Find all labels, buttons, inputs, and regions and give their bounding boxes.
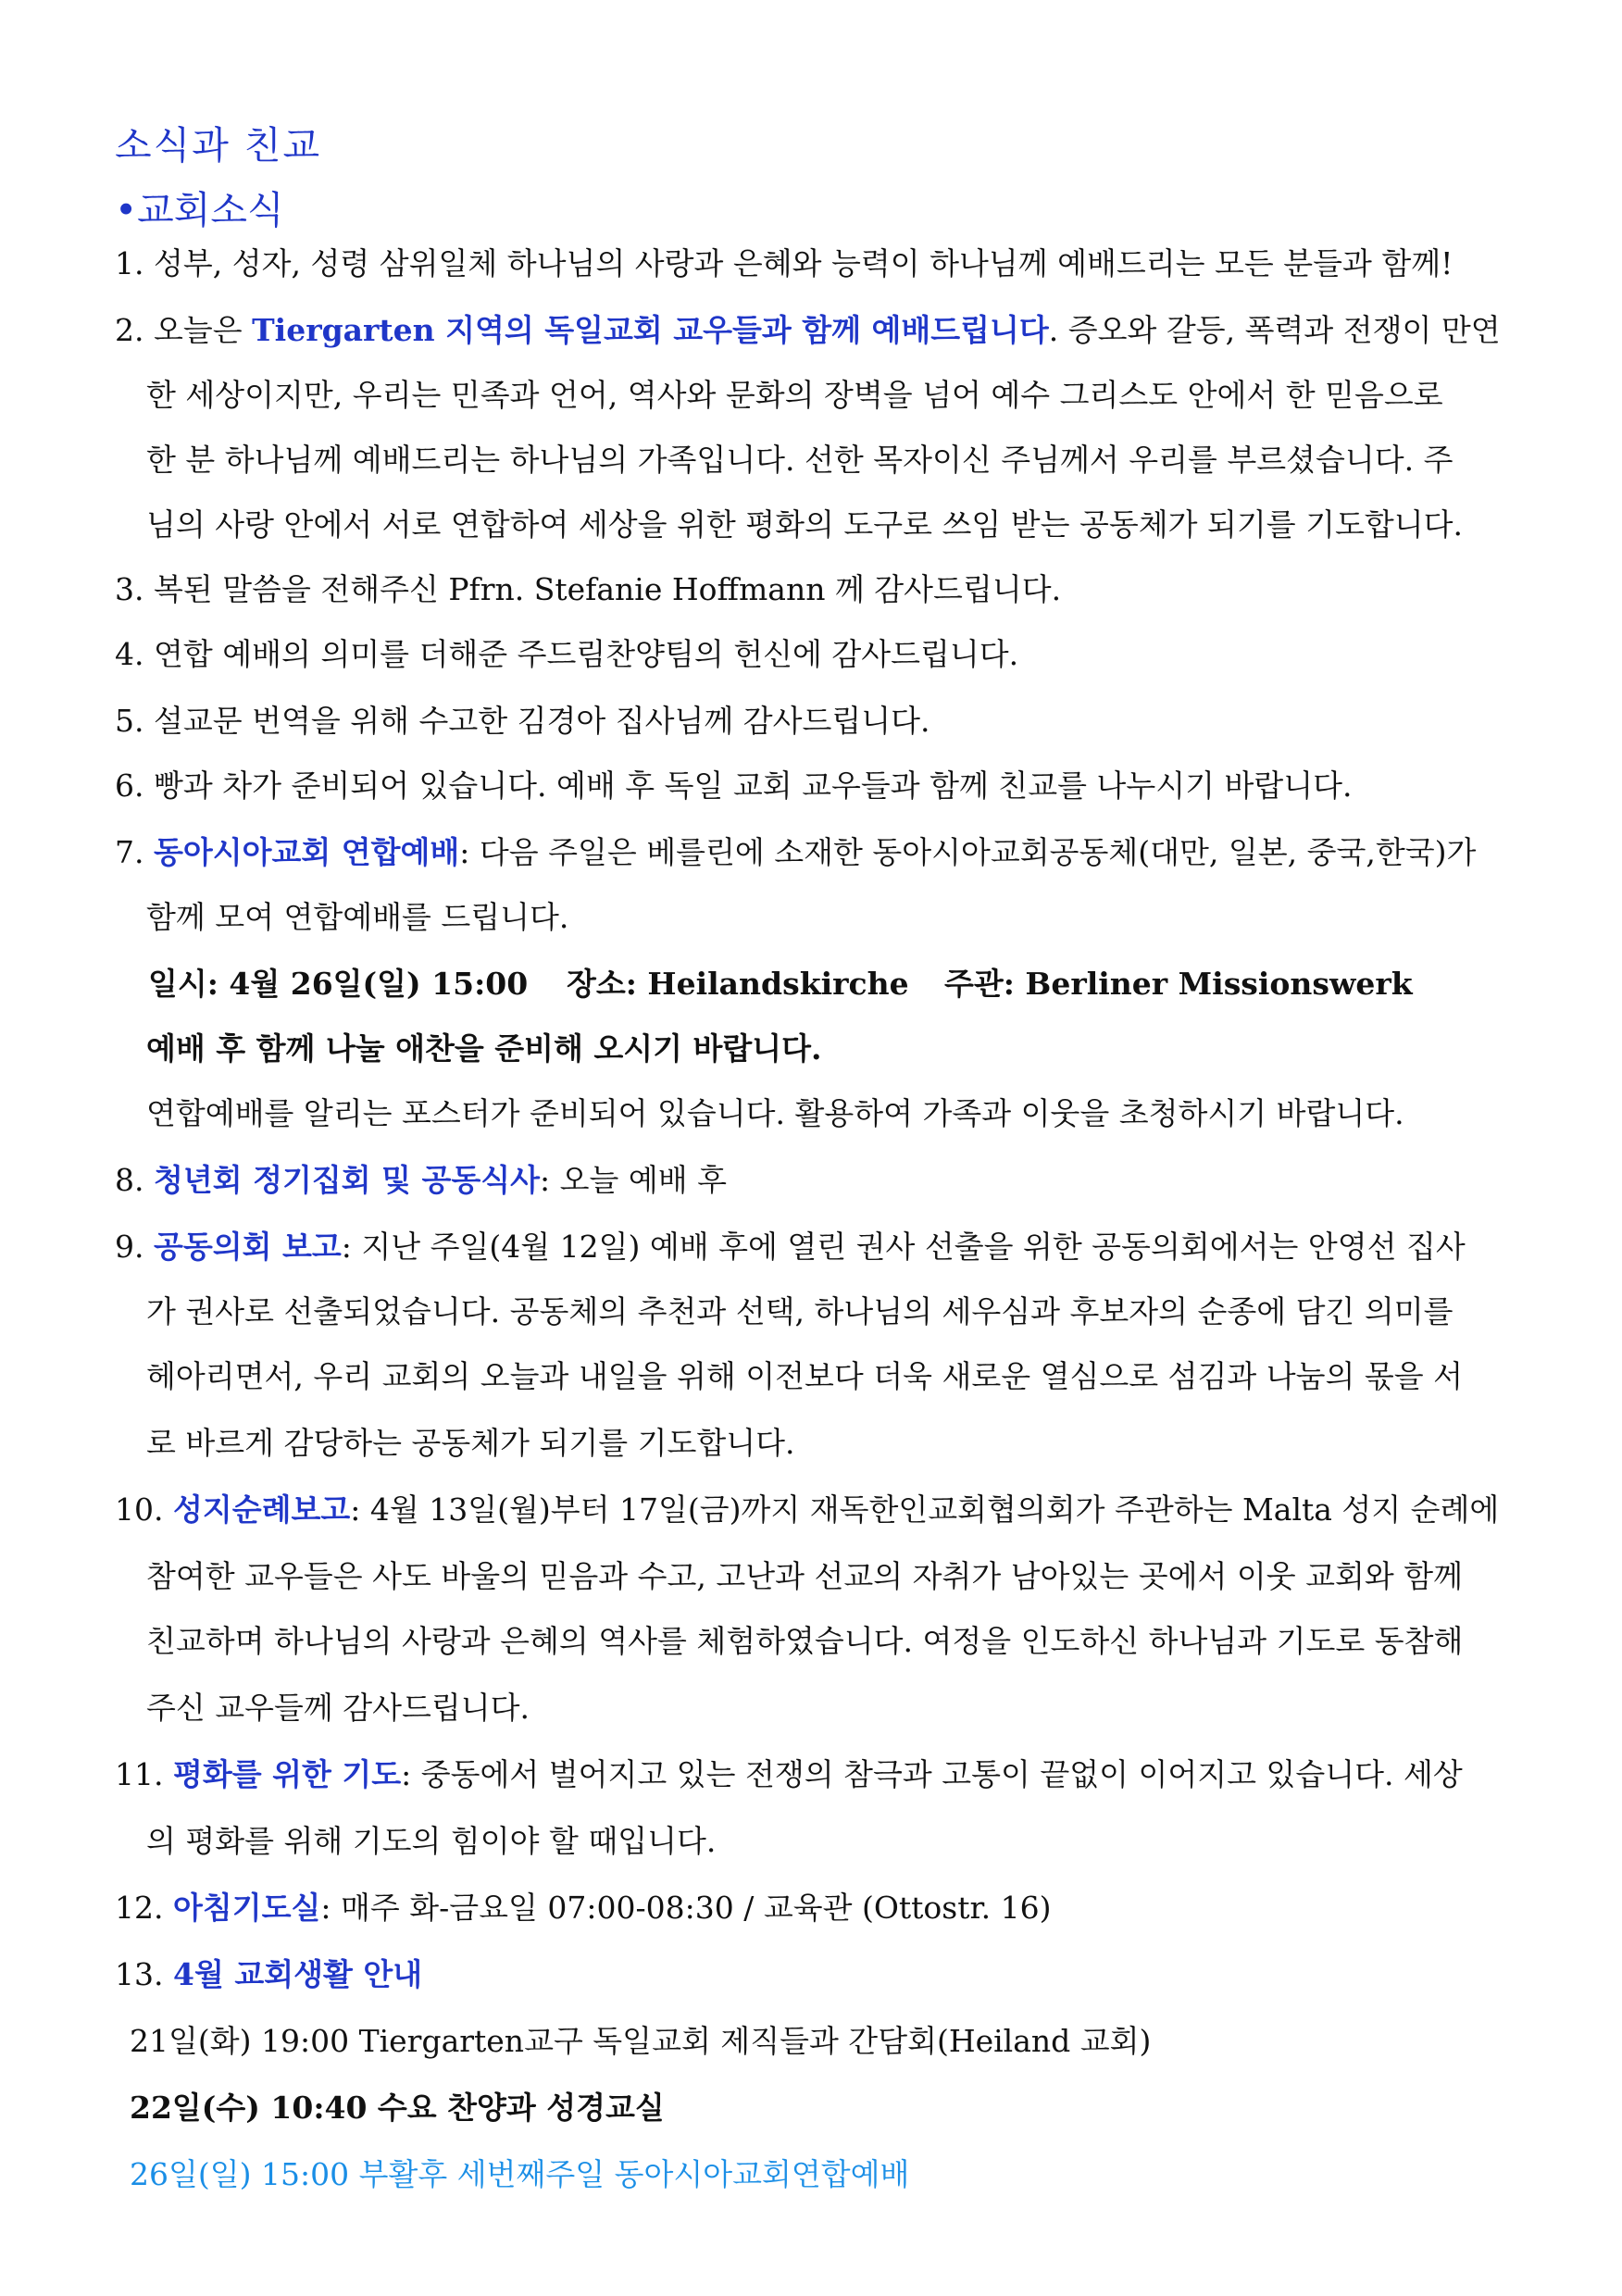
item-text: . 증오와 갈등, 폭력과 전쟁이 만연 [1048,312,1501,348]
event-host: 주관: Berliner Missionswerk [944,966,1413,1002]
item-text: : 오늘 예배 후 [540,1162,727,1198]
notice-item-2-line-4: 님의 사랑 안에서 서로 연합하여 세상을 위한 평화의 도구로 쓰임 받는 공동체가 되기를 기도합니다. [146,506,1463,543]
notice-item-5: 5. 설교문 번역을 위해 수고한 김경아 집사님께 감사드립니다. [115,703,930,739]
notice-item-8 [115,1159,1522,1204]
notice-item-9 [115,1226,1522,1270]
notice-item-4: 4. 연합 예배의 의미를 더해준 주드림찬양팀의 헌신에 감사드립니다. [115,636,1019,672]
item-prefix: 10. [115,1491,173,1528]
notice-item-3: 3. 복된 말씀을 전해주신 Pfrn. Stefanie Hoffmann 께 감사드립니다. [115,571,1062,607]
notice-item-9-line-4: 로 바르게 감당하는 공동체가 되기를 기도합니다. [146,1425,795,1461]
item-prefix: 2. 오늘은 [115,312,253,348]
notice-item-9-line-3: 헤아리면서, 우리 교회의 오늘과 내일을 위해 이전보다 더욱 새로운 열심으로 섬김과 나눔의 몫을 서 [146,1358,1463,1394]
notice-item-11 [115,1753,1522,1798]
item-highlight: 아침기도실 [172,1890,321,1926]
notice-item-13 [115,1953,1522,1998]
item-highlight: 4월 교회생활 안내 [172,1956,423,1992]
item-highlight: 공동의회 보고 [153,1229,342,1265]
item-prefix: 11. [115,1756,173,1792]
item-highlight: 성지순례보고 [172,1491,351,1528]
item-highlight: 동아시아교회 연합예배 [153,834,460,870]
item-text: : 4월 13일(월)부터 17일(금)까지 재독한인교회협의회가 주관하는 Malta 성지 순례에 [350,1491,1500,1528]
notice-item-9-line-2: 가 권사로 선출되었습니다. 공동체의 추천과 선택, 하나님의 세우심과 후보자의 순종에 담긴 의미를 [146,1293,1454,1329]
notice-item-7 [115,831,1522,876]
notice-item-2-line-3: 한 분 하나님께 예배드리는 하나님의 가족입니다. 선한 목자이신 주님께서 우리를 부르셨습니다. 주 [146,442,1454,478]
item-prefix: 12. [115,1890,173,1926]
schedule-entry-2: 22일(수) 10:40 수요 찬양과 성경교실 [130,2090,665,2126]
notice-item-10-line-4: 주신 교우들께 감사드립니다. [146,1690,530,1726]
item-highlight: 평화를 위한 기도 [172,1756,402,1792]
item-text: : 지난 주일(4월 12일) 예배 후에 열린 권사 선출을 위한 공동의회에서는 안영선 집사 [341,1229,1466,1265]
notice-item-7-line-2: 함께 모여 연합예배를 드립니다. [146,899,569,935]
event-place: 장소: Heilandskirche [567,966,909,1002]
schedule-entry-3: 26일(일) 15:00 부활후 세번째주일 동아시아교회연합예배 [130,2156,910,2192]
item-prefix: 7. [115,834,154,870]
item-prefix: 9. [115,1229,154,1265]
notice-item-6: 6. 빵과 차가 준비되어 있습니다. 예배 후 독일 교회 교우들과 함께 친교를 나누시기 바랍니다. [115,767,1353,804]
notice-item-2-line-2: 한 세상이지만, 우리는 민족과 언어, 역사와 문화의 장벽을 넘어 예수 그리스도 안에서 한 믿음으로 [146,377,1443,413]
item-highlight: 청년회 정기집회 및 공동식사 [153,1162,540,1198]
item-prefix: 8. [115,1162,154,1198]
section-subtitle: •교회소식 [115,188,284,232]
notice-item-12 [115,1887,1522,1931]
event-poster-note: 연합예배를 알리는 포스터가 준비되어 있습니다. 활용하여 가족과 이웃을 초청하시기 바랍니다. [146,1095,1404,1131]
notice-item-2 [115,309,1522,354]
item-prefix: 13. [115,1956,173,1992]
item-text: : 다음 주일은 베를린에 소재한 동아시아교회공동체(대만, 일본, 중국,한국)가 [459,834,1477,870]
notice-item-10-line-2: 참여한 교우들은 사도 바울의 믿음과 수고, 고난과 선교의 자취가 남아있는 곳에서 이웃 교회와 함께 [146,1558,1463,1594]
item-text: : 중동에서 벌어지고 있는 전쟁의 참극과 고통이 끝없이 이어지고 있습니다. 세상 [401,1756,1463,1792]
event-date: 일시: 4월 26일(일) 15:00 [148,966,529,1002]
section-title: 소식과 친교 [115,123,322,168]
item-highlight: Tiergarten 지역의 독일교회 교우들과 함께 예배드립니다 [252,312,1049,348]
item-text: : 매주 화-금요일 07:00-08:30 / 교육관 (Ottostr. 16) [320,1890,1052,1926]
notice-item-1: 1. 성부, 성자, 성령 삼위일체 하나님의 사랑과 은혜와 능력이 하나님께 예배드리는 모든 분들과 함께! [115,245,1454,281]
notice-item-10 [115,1489,1522,1533]
schedule-entry-1: 21일(화) 19:00 Tiergarten교구 독일교회 제직들과 간담회(Heiland 교회) [130,2023,1152,2059]
notice-item-11-line-2: 의 평화를 위해 기도의 힘이야 할 때입니다. [146,1823,717,1859]
event-note: 예배 후 함께 나눌 애찬을 준비해 오시기 바랍니다. [146,1030,822,1067]
notice-item-10-line-3: 친교하며 하나님의 사랑과 은혜의 역사를 체험하였습니다. 여정을 인도하신 하나님과 기도로 동참해 [146,1623,1464,1659]
